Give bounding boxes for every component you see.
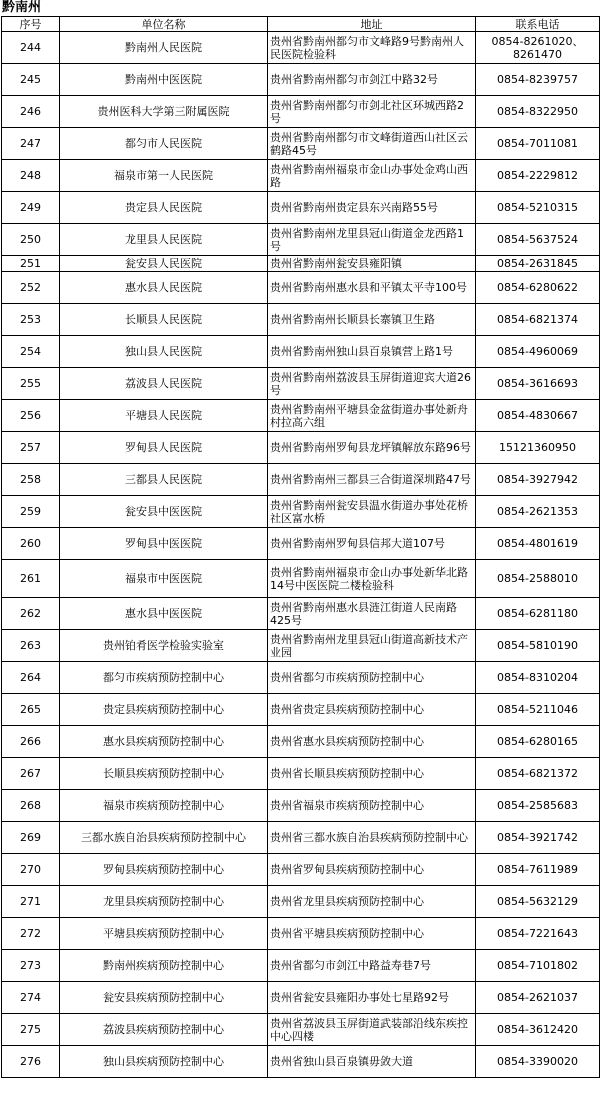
row-address: 贵州省黔南州龙里县冠山街道金龙西路1号 (268, 224, 476, 256)
row-address: 贵州省罗甸县疾病预防控制中心 (268, 854, 476, 886)
table-row (2, 822, 600, 854)
row-phone: 0854-5210315 (476, 192, 600, 224)
table-row (2, 950, 600, 982)
row-name: 荔波县疾病预防控制中心 (60, 1014, 268, 1046)
row-address: 贵州省黔南州贵定县东兴南路55号 (268, 192, 476, 224)
row-name: 三都水族自治县疾病预防控制中心 (60, 822, 268, 854)
row-name: 贵州医科大学第三附属医院 (60, 96, 268, 128)
row-address: 贵州省黔南州福泉市金山办事处新华北路14号中医医院二楼检验科 (268, 560, 476, 598)
table-row (2, 192, 600, 224)
row-name: 三都县人民医院 (60, 464, 268, 496)
row-no: 249 (2, 192, 60, 224)
row-no: 247 (2, 128, 60, 160)
row-phone: 0854-2229812 (476, 160, 600, 192)
row-name: 都匀市疾病预防控制中心 (60, 662, 268, 694)
row-name: 独山县人民医院 (60, 336, 268, 368)
table-row (2, 560, 600, 598)
row-no: 258 (2, 464, 60, 496)
row-address: 贵州省三都水族自治县疾病预防控制中心 (268, 822, 476, 854)
row-name: 福泉市疾病预防控制中心 (60, 790, 268, 822)
row-name: 贵州铂肴医学检验实验室 (60, 630, 268, 662)
table-row (2, 918, 600, 950)
row-phone: 0854-6821374 (476, 304, 600, 336)
table-row (2, 528, 600, 560)
table-row (2, 128, 600, 160)
row-name: 平塘县人民医院 (60, 400, 268, 432)
row-phone: 0854-5632129 (476, 886, 600, 918)
row-no: 263 (2, 630, 60, 662)
header-no: 序号 (2, 17, 60, 32)
row-address: 贵州省惠水县疾病预防控制中心 (268, 726, 476, 758)
header-address: 地址 (268, 17, 476, 32)
row-no: 261 (2, 560, 60, 598)
row-name: 罗甸县人民医院 (60, 432, 268, 464)
row-name: 瓮安县疾病预防控制中心 (60, 982, 268, 1014)
row-no: 271 (2, 886, 60, 918)
table-row (2, 336, 600, 368)
row-no: 272 (2, 918, 60, 950)
table-row (2, 304, 600, 336)
row-no: 251 (2, 256, 60, 272)
table-row (2, 1046, 600, 1078)
row-address: 贵州省平塘县疾病预防控制中心 (268, 918, 476, 950)
row-name: 福泉市中医医院 (60, 560, 268, 598)
row-no: 274 (2, 982, 60, 1014)
row-address: 贵州省都匀市疾病预防控制中心 (268, 662, 476, 694)
row-no: 262 (2, 598, 60, 630)
row-no: 266 (2, 726, 60, 758)
table-row (2, 224, 600, 256)
row-no: 276 (2, 1046, 60, 1078)
row-phone: 0854-2631845 (476, 256, 600, 272)
header-phone: 联系电话 (476, 17, 600, 32)
row-name: 独山县疾病预防控制中心 (60, 1046, 268, 1078)
row-address: 贵州省黔南州惠水县涟江街道人民南路425号 (268, 598, 476, 630)
row-no: 255 (2, 368, 60, 400)
table-row (2, 598, 600, 630)
row-no: 269 (2, 822, 60, 854)
row-address: 贵州省黔南州罗甸县龙坪镇解放东路96号 (268, 432, 476, 464)
row-address: 贵州省黔南州瓮安县雍阳镇 (268, 256, 476, 272)
row-address: 贵州省黔南州龙里县冠山街道高新技术产业园 (268, 630, 476, 662)
row-no: 253 (2, 304, 60, 336)
table-row (2, 982, 600, 1014)
row-address: 贵州省黔南州平塘县金盆街道办事处新舟村拉高六组 (268, 400, 476, 432)
row-name: 长顺县人民医院 (60, 304, 268, 336)
table-row (2, 96, 600, 128)
row-name: 惠水县中医医院 (60, 598, 268, 630)
table-row (2, 1014, 600, 1046)
row-no: 250 (2, 224, 60, 256)
row-no: 254 (2, 336, 60, 368)
row-address: 贵州省长顺县疾病预防控制中心 (268, 758, 476, 790)
row-name: 黔南州疾病预防控制中心 (60, 950, 268, 982)
row-phone: 0854-3927942 (476, 464, 600, 496)
row-address: 贵州省黔南州三都县三合街道深圳路47号 (268, 464, 476, 496)
row-phone: 0854-2588010 (476, 560, 600, 598)
table-body (2, 32, 600, 1078)
row-name: 黔南州人民医院 (60, 32, 268, 64)
row-name: 瓮安县中医医院 (60, 496, 268, 528)
row-phone: 0854-6821372 (476, 758, 600, 790)
table-row (2, 256, 600, 272)
row-phone: 0854-3921742 (476, 822, 600, 854)
row-name: 贵定县疾病预防控制中心 (60, 694, 268, 726)
table-row (2, 854, 600, 886)
row-phone: 0854-8261020、8261470 (476, 32, 600, 64)
row-phone: 0854-4960069 (476, 336, 600, 368)
row-address: 贵州省瓮安县雍阳办事处七星路92号 (268, 982, 476, 1014)
row-name: 罗甸县疾病预防控制中心 (60, 854, 268, 886)
row-phone: 0854-4830667 (476, 400, 600, 432)
row-address: 贵州省黔南州惠水县和平镇太平寺100号 (268, 272, 476, 304)
row-no: 257 (2, 432, 60, 464)
row-address: 贵州省黔南州荔波县玉屏街道迎宾大道26号 (268, 368, 476, 400)
row-phone: 0854-7611989 (476, 854, 600, 886)
table-row (2, 886, 600, 918)
table-row (2, 694, 600, 726)
row-name: 罗甸县中医医院 (60, 528, 268, 560)
row-phone: 15121360950 (476, 432, 600, 464)
row-no: 267 (2, 758, 60, 790)
row-address: 贵州省黔南州都匀市文峰路9号黔南州人民医院检验科 (268, 32, 476, 64)
row-no: 256 (2, 400, 60, 432)
section-title: 黔南州 (2, 0, 42, 15)
row-phone: 0854-8239757 (476, 64, 600, 96)
row-address: 贵州省黔南州都匀市剑江中路32号 (268, 64, 476, 96)
row-phone: 0854-6280165 (476, 726, 600, 758)
row-phone: 0854-2585683 (476, 790, 600, 822)
table-row (2, 464, 600, 496)
row-no: 248 (2, 160, 60, 192)
row-name: 都匀市人民医院 (60, 128, 268, 160)
row-name: 平塘县疾病预防控制中心 (60, 918, 268, 950)
row-address: 贵州省黔南州长顺县长寨镇卫生路 (268, 304, 476, 336)
row-address: 贵州省黔南州独山县百泉镇营上路1号 (268, 336, 476, 368)
row-no: 252 (2, 272, 60, 304)
row-no: 270 (2, 854, 60, 886)
table-header-row (2, 17, 600, 32)
row-name: 瓮安县人民医院 (60, 256, 268, 272)
row-name: 贵定县人民医院 (60, 192, 268, 224)
row-address: 贵州省贵定县疾病预防控制中心 (268, 694, 476, 726)
row-phone: 0854-3390020 (476, 1046, 600, 1078)
table-row (2, 160, 600, 192)
row-no: 260 (2, 528, 60, 560)
table-row (2, 64, 600, 96)
table-row (2, 368, 600, 400)
row-name: 黔南州中医医院 (60, 64, 268, 96)
row-address: 贵州省龙里县疾病预防控制中心 (268, 886, 476, 918)
row-phone: 0854-2621037 (476, 982, 600, 1014)
row-phone: 0854-8310204 (476, 662, 600, 694)
table-row (2, 662, 600, 694)
row-name: 惠水县人民医院 (60, 272, 268, 304)
row-address: 贵州省黔南州罗甸县信邦大道107号 (268, 528, 476, 560)
row-name: 荔波县人民医院 (60, 368, 268, 400)
row-address: 贵州省荔波县玉屏街道武装部沿线东疾控中心四楼 (268, 1014, 476, 1046)
row-phone: 0854-3616693 (476, 368, 600, 400)
row-address: 贵州省黔南州瓮安县温水街道办事处花桥社区富水桥 (268, 496, 476, 528)
row-no: 246 (2, 96, 60, 128)
row-phone: 0854-2621353 (476, 496, 600, 528)
table-row (2, 400, 600, 432)
row-phone: 0854-7101802 (476, 950, 600, 982)
row-phone: 0854-5810190 (476, 630, 600, 662)
row-no: 265 (2, 694, 60, 726)
table-row (2, 272, 600, 304)
table-row (2, 726, 600, 758)
header-name: 单位名称 (60, 17, 268, 32)
row-phone: 0854-8322950 (476, 96, 600, 128)
row-no: 245 (2, 64, 60, 96)
lab-table (1, 16, 600, 1078)
row-phone: 0854-6280622 (476, 272, 600, 304)
row-phone: 0854-4801619 (476, 528, 600, 560)
row-phone: 0854-6281180 (476, 598, 600, 630)
row-name: 龙里县疾病预防控制中心 (60, 886, 268, 918)
row-name: 福泉市第一人民医院 (60, 160, 268, 192)
row-phone: 0854-5211046 (476, 694, 600, 726)
row-phone: 0854-3612420 (476, 1014, 600, 1046)
row-address: 贵州省黔南州都匀市文峰街道西山社区云鹤路45号 (268, 128, 476, 160)
table-row (2, 758, 600, 790)
row-address: 贵州省福泉市疾病预防控制中心 (268, 790, 476, 822)
row-no: 259 (2, 496, 60, 528)
row-phone: 0854-7221643 (476, 918, 600, 950)
row-no: 244 (2, 32, 60, 64)
row-no: 275 (2, 1014, 60, 1046)
row-address: 贵州省黔南州都匀市剑北社区环城西路2号 (268, 96, 476, 128)
row-name: 龙里县人民医院 (60, 224, 268, 256)
row-no: 264 (2, 662, 60, 694)
row-phone: 0854-5637524 (476, 224, 600, 256)
row-no: 268 (2, 790, 60, 822)
row-address: 贵州省黔南州福泉市金山办事处金鸡山西路 (268, 160, 476, 192)
table-row (2, 496, 600, 528)
row-no: 273 (2, 950, 60, 982)
row-address: 贵州省都匀市剑江中路益寿巷7号 (268, 950, 476, 982)
table-row (2, 630, 600, 662)
table-row (2, 432, 600, 464)
row-phone: 0854-7011081 (476, 128, 600, 160)
row-name: 惠水县疾病预防控制中心 (60, 726, 268, 758)
table-row (2, 32, 600, 64)
row-name: 长顺县疾病预防控制中心 (60, 758, 268, 790)
row-address: 贵州省独山县百泉镇毋敛大道 (268, 1046, 476, 1078)
table-row (2, 790, 600, 822)
